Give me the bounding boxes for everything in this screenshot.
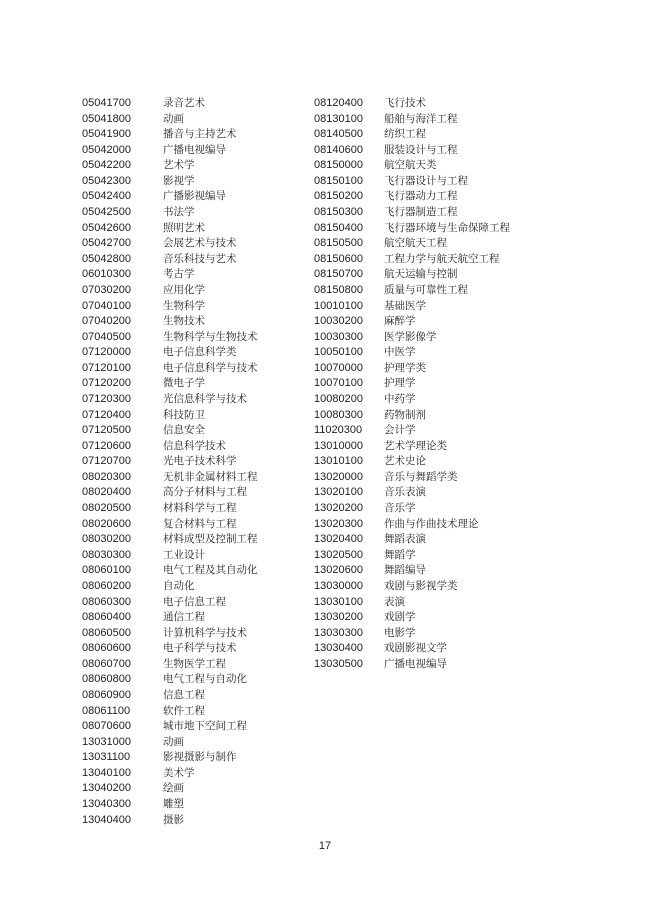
major-code: 05041900 — [82, 128, 131, 141]
major-code: 08130100 — [314, 112, 363, 125]
major-name: 工业设计 — [163, 548, 205, 561]
major-code: 08020600 — [82, 517, 131, 530]
major-code: 13020200 — [314, 502, 363, 515]
major-name: 飞行器动力工程 — [384, 190, 458, 203]
major-name: 麻醉学 — [384, 315, 416, 328]
major-name: 材料科学与工程 — [163, 502, 237, 515]
major-code: 05042000 — [82, 143, 131, 156]
major-code: 05042800 — [82, 252, 131, 265]
major-code: 07030200 — [82, 283, 131, 296]
major-name: 飞行器环境与生命保障工程 — [384, 221, 510, 234]
major-code: 08060200 — [82, 579, 131, 592]
major-code: 10070100 — [314, 377, 363, 390]
major-name: 中医学 — [384, 346, 416, 359]
major-name: 无机非金属材料工程 — [163, 470, 258, 483]
major-name: 艺术学理论类 — [384, 439, 447, 452]
major-name: 护理学 — [384, 377, 416, 390]
major-code: 10010100 — [314, 299, 363, 312]
major-code: 08060700 — [82, 657, 131, 670]
major-name: 会计学 — [384, 424, 416, 437]
major-name: 生物科学与生物技术 — [163, 330, 258, 343]
major-name: 科技防卫 — [163, 408, 205, 421]
major-code: 05042200 — [82, 159, 131, 172]
major-code: 08070600 — [82, 720, 131, 733]
major-name: 音乐学 — [384, 502, 416, 515]
major-code: 08060600 — [82, 642, 131, 655]
major-name: 应用化学 — [163, 283, 205, 296]
major-name: 广播电视编导 — [163, 143, 226, 156]
major-name: 舞蹈学 — [384, 548, 416, 561]
major-name: 戏剧与影视学类 — [384, 579, 458, 592]
major-name: 复合材料与工程 — [163, 517, 237, 530]
major-name: 中药学 — [384, 392, 416, 405]
major-code: 08060500 — [82, 626, 131, 639]
major-code: 08030300 — [82, 548, 131, 561]
major-name: 航空航天工程 — [384, 237, 447, 250]
major-code: 08030200 — [82, 533, 131, 546]
major-name: 生物医学工程 — [163, 657, 226, 670]
major-code: 07120400 — [82, 408, 131, 421]
major-name: 音乐表演 — [384, 486, 426, 499]
major-code: 08150800 — [314, 283, 363, 296]
major-code: 07040500 — [82, 330, 131, 343]
major-code: 13010100 — [314, 455, 363, 468]
major-code: 07040100 — [82, 299, 131, 312]
major-name: 会展艺术与技术 — [163, 237, 237, 250]
major-name: 美术学 — [163, 766, 195, 779]
major-name: 服装设计与工程 — [384, 143, 458, 156]
major-code: 08150100 — [314, 174, 363, 187]
major-name: 质量与可靠性工程 — [384, 283, 468, 296]
major-code: 08060800 — [82, 673, 131, 686]
major-code: 07120000 — [82, 346, 131, 359]
major-name: 护理学类 — [384, 361, 426, 374]
major-name: 信息安全 — [163, 424, 205, 437]
major-code: 10070000 — [314, 361, 363, 374]
major-name: 船舶与海洋工程 — [384, 112, 458, 125]
major-code: 08150400 — [314, 221, 363, 234]
major-code: 07120300 — [82, 392, 131, 405]
major-name: 微电子学 — [163, 377, 205, 390]
major-code: 08020500 — [82, 502, 131, 515]
major-name: 药物制剂 — [384, 408, 426, 421]
major-code: 08140500 — [314, 128, 363, 141]
major-code: 08150500 — [314, 237, 363, 250]
major-code: 13020600 — [314, 564, 363, 577]
major-code: 13030200 — [314, 611, 363, 624]
major-code: 07040200 — [82, 315, 131, 328]
major-name: 电子信息工程 — [163, 595, 226, 608]
page-number: 17 — [318, 840, 332, 852]
major-name: 摄影 — [163, 813, 184, 826]
major-name: 光电子技术科学 — [163, 455, 237, 468]
major-name: 艺术史论 — [384, 455, 426, 468]
major-name: 广播电视编导 — [384, 657, 447, 670]
major-name: 戏剧学 — [384, 611, 416, 624]
major-code: 13020500 — [314, 548, 363, 561]
major-code: 05042600 — [82, 221, 131, 234]
major-code: 08020400 — [82, 486, 131, 499]
major-name: 舞蹈表演 — [384, 533, 426, 546]
major-name: 录音艺术 — [163, 97, 205, 109]
major-code: 06010300 — [82, 268, 131, 281]
major-name: 飞行器设计与工程 — [384, 174, 468, 187]
major-name: 照明艺术 — [163, 221, 205, 234]
major-name: 电子信息科学类 — [163, 346, 237, 359]
major-name: 动画 — [163, 112, 184, 125]
major-name: 纺织工程 — [384, 128, 426, 141]
major-code: 08150600 — [314, 252, 363, 265]
major-name: 软件工程 — [163, 704, 205, 717]
major-code: 13030500 — [314, 657, 363, 670]
major-name: 生物技术 — [163, 315, 205, 328]
major-name: 艺术学 — [163, 159, 195, 172]
major-name: 医学影像学 — [384, 330, 437, 343]
major-code: 10080200 — [314, 392, 363, 405]
major-code: 07120200 — [82, 377, 131, 390]
major-code: 05042500 — [82, 206, 131, 219]
major-name: 城市地下空间工程 — [163, 720, 247, 733]
major-name: 通信工程 — [163, 611, 205, 624]
major-name: 电影学 — [384, 626, 416, 639]
major-code: 08060300 — [82, 595, 131, 608]
major-name: 音乐科技与艺术 — [163, 252, 237, 265]
major-code: 13040200 — [82, 782, 131, 795]
major-name: 飞行技术 — [384, 97, 426, 109]
major-name: 基础医学 — [384, 299, 426, 312]
major-name: 工程力学与航天航空工程 — [384, 252, 500, 265]
major-name: 表演 — [384, 595, 405, 608]
major-name: 高分子材料与工程 — [163, 486, 247, 499]
major-code: 07120500 — [82, 424, 131, 437]
major-name: 书法学 — [163, 206, 195, 219]
major-code: 13030000 — [314, 579, 363, 592]
major-code: 08061100 — [82, 704, 131, 717]
major-code: 07120600 — [82, 439, 131, 452]
major-code: 10030300 — [314, 330, 363, 343]
major-code: 10030200 — [314, 315, 363, 328]
major-code: 08060900 — [82, 688, 131, 701]
major-code: 08150700 — [314, 268, 363, 281]
major-code: 13031100 — [82, 751, 131, 764]
major-code: 13020100 — [314, 486, 363, 499]
major-name: 雕塑 — [163, 798, 184, 811]
major-name: 自动化 — [163, 579, 195, 592]
major-code: 13020000 — [314, 470, 363, 483]
major-code: 13030400 — [314, 642, 363, 655]
major-code: 11020300 — [314, 424, 363, 437]
major-code: 13030300 — [314, 626, 363, 639]
major-name: 信息工程 — [163, 688, 205, 701]
major-code: 05042400 — [82, 190, 131, 203]
major-name: 舞蹈编导 — [384, 564, 426, 577]
major-name: 播音与主持艺术 — [163, 128, 237, 141]
major-code: 08150300 — [314, 206, 363, 219]
major-name: 信息科学技术 — [163, 439, 226, 452]
major-name: 广播影视编导 — [163, 190, 226, 203]
major-code: 08020300 — [82, 470, 131, 483]
major-name: 电子信息科学与技术 — [163, 361, 258, 374]
major-code: 05041800 — [82, 112, 131, 125]
major-name: 作曲与作曲技术理论 — [384, 517, 479, 530]
major-code: 13010000 — [314, 439, 363, 452]
major-code: 08140600 — [314, 143, 363, 156]
major-name: 戏剧影视文学 — [384, 642, 447, 655]
major-name: 电气工程及其自动化 — [163, 564, 258, 577]
major-name: 音乐与舞蹈学类 — [384, 470, 458, 483]
major-code: 05042300 — [82, 174, 131, 187]
major-code: 13040300 — [82, 798, 131, 811]
major-name: 影视学 — [163, 174, 195, 187]
major-code: 13040100 — [82, 766, 131, 779]
major-code: 08120400 — [314, 97, 363, 109]
major-code: 08060100 — [82, 564, 131, 577]
major-name: 动画 — [163, 735, 184, 748]
major-code: 08150200 — [314, 190, 363, 203]
major-name: 生物科学 — [163, 299, 205, 312]
major-name: 考古学 — [163, 268, 195, 281]
major-code: 08150000 — [314, 159, 363, 172]
major-name: 计算机科学与技术 — [163, 626, 247, 639]
major-code: 05042700 — [82, 237, 131, 250]
major-code: 13020400 — [314, 533, 363, 546]
major-name: 电气工程与自动化 — [163, 673, 247, 686]
major-code: 07120100 — [82, 361, 131, 374]
major-name: 飞行器制造工程 — [384, 206, 458, 219]
major-name: 光信息科学与技术 — [163, 392, 247, 405]
major-code: 08060400 — [82, 611, 131, 624]
major-code: 13031000 — [82, 735, 131, 748]
major-code: 13020300 — [314, 517, 363, 530]
major-code: 10080300 — [314, 408, 363, 421]
major-name: 材料成型及控制工程 — [163, 533, 258, 546]
major-name: 航空航天类 — [384, 159, 437, 172]
major-code: 07120700 — [82, 455, 131, 468]
major-name: 航天运输与控制 — [384, 268, 458, 281]
major-code: 05041700 — [82, 97, 131, 109]
major-name: 影视摄影与制作 — [163, 751, 237, 764]
major-name: 电子科学与技术 — [163, 642, 237, 655]
major-code: 13040400 — [82, 813, 131, 826]
major-code: 10050100 — [314, 346, 363, 359]
major-code: 13030100 — [314, 595, 363, 608]
major-name: 绘画 — [163, 782, 184, 795]
